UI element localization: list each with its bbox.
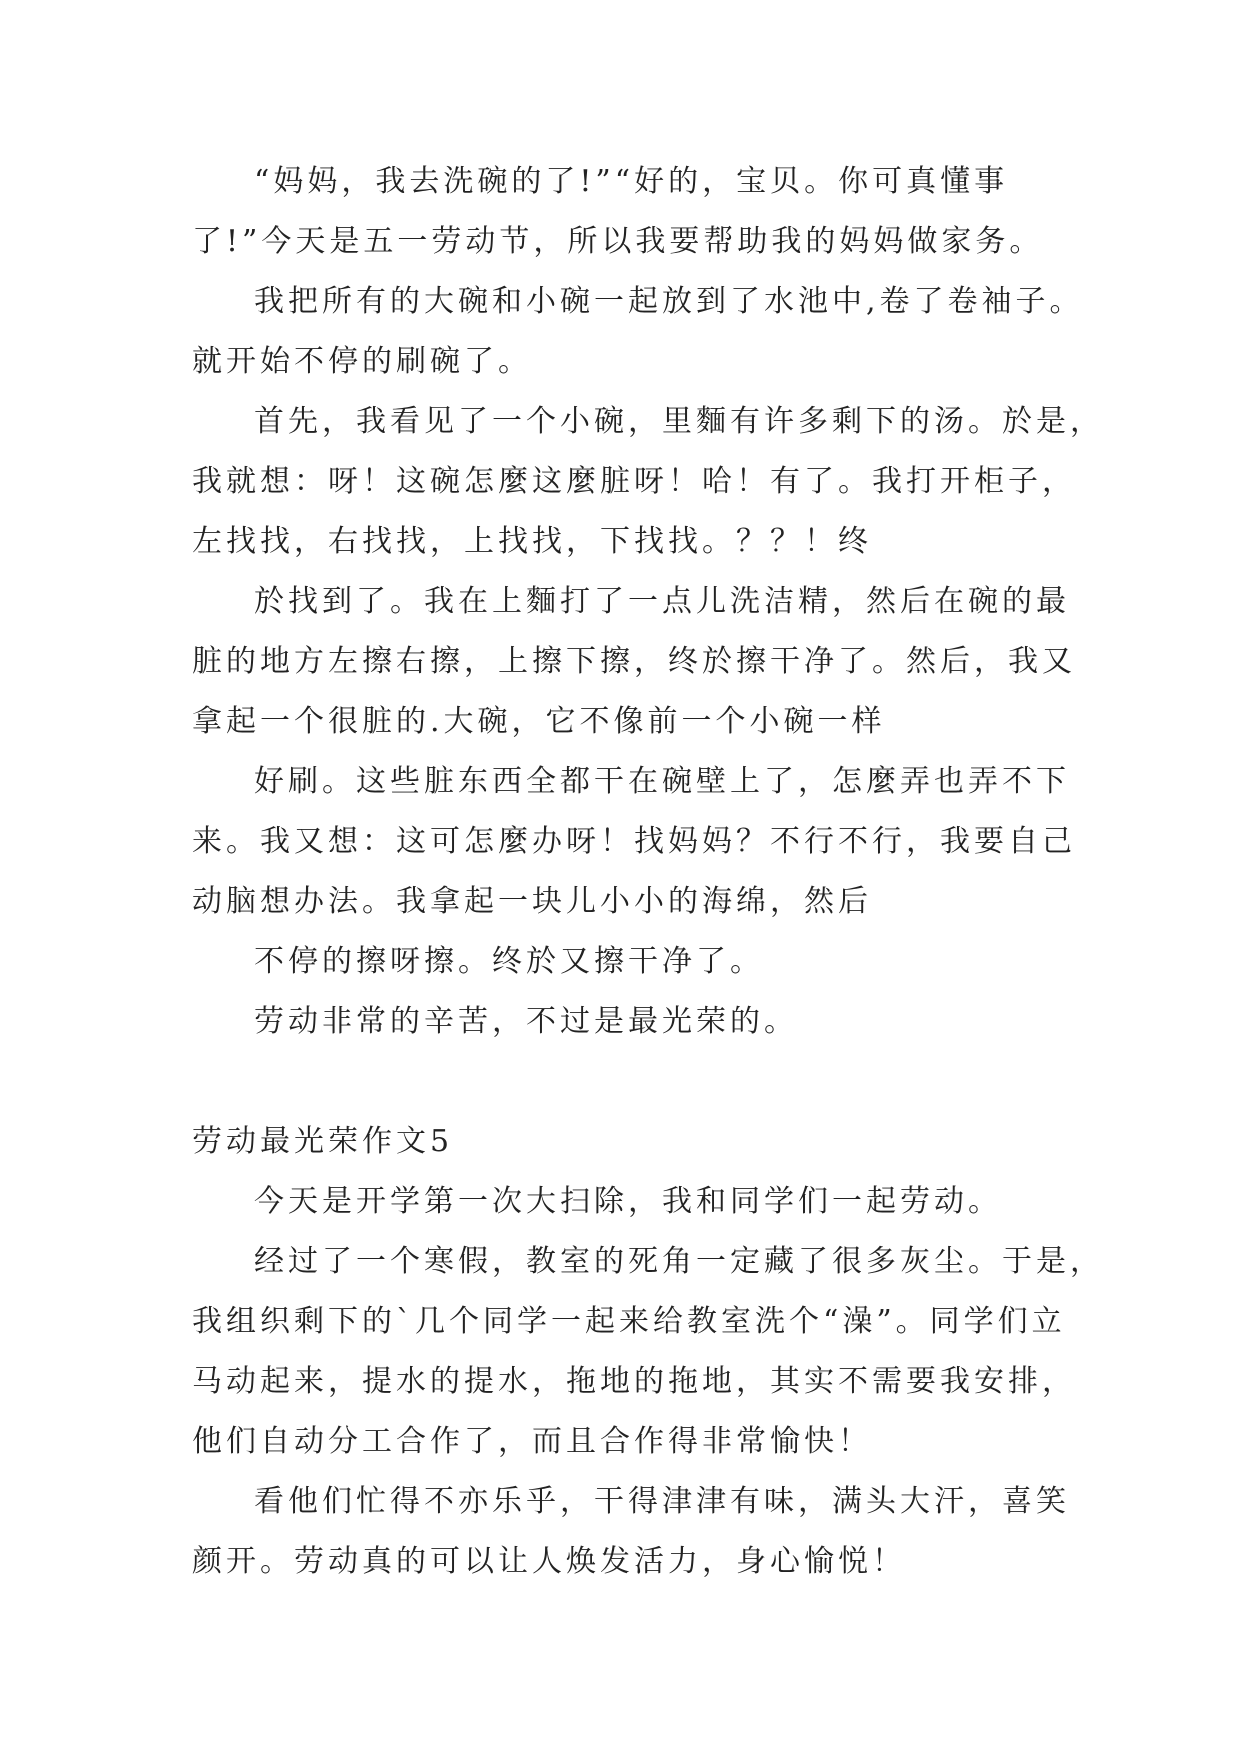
paragraph-line: 於找到了。我在上麵打了一点儿洗洁精，然后在碗的最: [254, 584, 1070, 619]
paragraph-line: 了!”今天是五一劳动节，所以我要帮助我的妈妈做家务。: [192, 224, 1044, 259]
paragraph-line: 拿起一个很脏的.大碗，它不像前一个小碗一样: [192, 704, 886, 739]
paragraph-line: 好刷。这些脏东西全都干在碗壁上了，怎麼弄也弄不下: [254, 764, 1070, 799]
section-heading: 劳动最光荣作文5: [192, 1124, 454, 1159]
paragraph-line: 就开始不停的刷碗了。: [192, 344, 532, 379]
paragraph-line: 脏的地方左擦右擦，上擦下擦，终於擦干净了。然后，我又: [192, 644, 1076, 679]
paragraph-line: 来。我又想：这可怎麼办呀！找妈妈？不行不行，我要自己: [192, 824, 1076, 859]
paragraph-line: 经过了一个寒假，教室的死角一定藏了很多灰尘。于是，: [254, 1244, 1104, 1279]
paragraph-line: 不停的擦呀擦。终於又擦干净了。: [254, 944, 764, 979]
paragraph-line: 我把所有的大碗和小碗一起放到了水池中,卷了卷袖子。: [254, 284, 1084, 319]
paragraph-line: “妈妈，我去洗碗的了!”“好的，宝贝。你可真懂事: [254, 164, 1009, 199]
paragraph-line: 我就想：呀！这碗怎麼这麼脏呀！哈！有了。我打开柜子，: [192, 464, 1076, 499]
paragraph-line: 首先，我看见了一个小碗，里麵有许多剩下的汤。於是，: [254, 404, 1104, 439]
paragraph-line: 颜开。劳动真的可以让人焕发活力，身心愉悦！: [192, 1544, 906, 1579]
paragraph-line: 他们自动分工合作了，而且合作得非常愉快！: [192, 1424, 872, 1459]
paragraph-line: 今天是开学第一次大扫除，我和同学们一起劳动。: [254, 1184, 1002, 1219]
paragraph-line: 我组织剩下的`几个同学一起来给教室洗个“澡”。同学们立: [192, 1304, 1066, 1339]
paragraph-line: 看他们忙得不亦乐乎，干得津津有味，满头大汗，喜笑: [254, 1484, 1070, 1519]
paragraph-line: 动脑想办法。我拿起一块儿小小的海绵，然后: [192, 884, 872, 919]
paragraph-line: 左找找，右找找，上找找，下找找。？？！终: [192, 524, 872, 559]
paragraph-line: 马动起来，提水的提水，拖地的拖地，其实不需要我安排，: [192, 1364, 1076, 1399]
paragraph-line: 劳动非常的辛苦，不过是最光荣的。: [254, 1004, 798, 1039]
